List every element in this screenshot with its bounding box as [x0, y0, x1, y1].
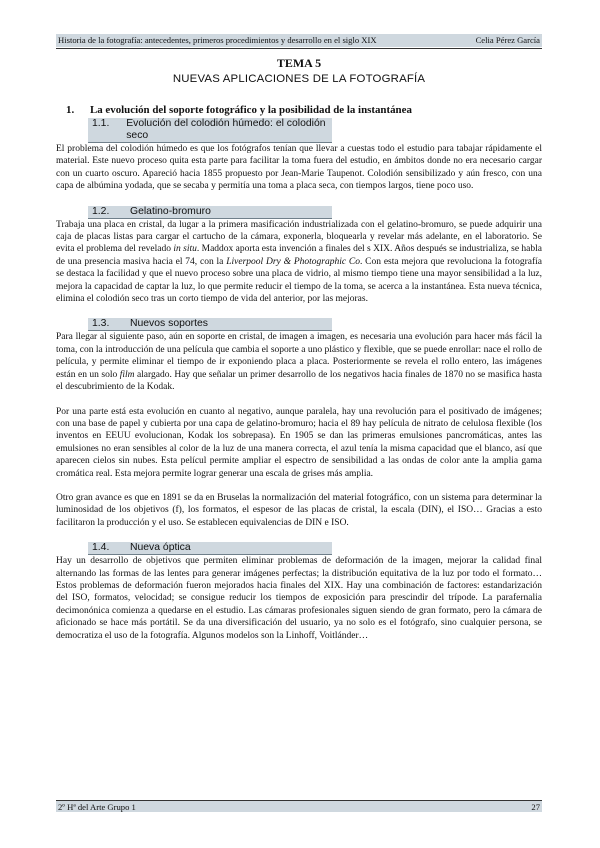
footer-course: 2º Hª del Arte Grupo 1	[58, 802, 136, 812]
topic-number: TEMA 5	[276, 56, 322, 70]
supports-emphasis-film: film	[119, 369, 135, 380]
subsection-1-2-paragraph	[56, 219, 542, 306]
subsection-1-1-paragraph: El problema del colodión húmedo es que los fotógrafos tenían que llevar a cuestas todo el estudio para tabajar rápidamente el material. Este nuevo proceso quita esta parte para facilitar la toma fuera del estudio, en ámbitos donde no era necesario cargar con un cuarto oscuro. Apareció hacia 1855 propuesto por Jean-Marie Taupenot. Colodión sensibilizado y aún fresco, con una capa de albúmina yodada, que se secaba y permitía una toma a placa seca, con tiempos largos, tiene poco uso.	[56, 144, 542, 192]
subsection-1-2-title: Gelatino-bromuro	[130, 205, 211, 217]
page-number: 27	[531, 802, 540, 812]
subsection-1-1-number: 1.1.	[92, 118, 110, 129]
subsection-1-1-heading	[88, 118, 332, 143]
header-author: Celia Pérez García	[475, 35, 540, 45]
supports-text-a: Para llegar al siguiente paso, aún en soporte en cristal, de imagen a imagen, es necesaria una evolución para hacer más fácil la toma, con la introducción de una película que cambia el soporte a uno plástico y flexible, que se puede enrollar: nace el rollo de película, y permite eliminar el tiempo de ir exponiendo placa a placa. Posteriormente se revela el rollo entero, las imágenes están en un solo	[56, 332, 542, 380]
gelatin-text-a: Trabaja una placa en cristal, da lugar a la primera masificación industrializada con el gelatino-bromuro, se puede adquirir una caja de placas listas para cargar el cartucho de la cámara, exponerla, bloquearla y revelar más adelante, en el laboratorio. Se evita el problema del revelado	[56, 219, 542, 255]
subsection-1-2-number: 1.2.	[92, 205, 110, 217]
subsection-1-3-title: Nuevos soportes	[130, 318, 208, 330]
subsection-1-4-paragraph: Hay un desarrollo de objetivos que permiten eliminar problemas de deformación de la imagen, mejorar la calidad final alternando las formas de las lentes para generar imágenes perfectas; la distribución equitativa de la luz por todo el formato… Estos problemas de deformación fueron mejorados hacia finales del XIX. Hay una combinación de factores: estandarización del ISO, formatos, velocidad; se consigue reducir los tiempos de exposición para prescindir del trípode. La parafernalia decimonónica comienza a quedarse en el estudio. Las cámaras profesionales siguen siendo de gran formato, pero la cámara de aficionado se hace más portátil. Se da una diversificación del usuario, ya no solo es el fotógrafo, sino cualquier persona, se democratiza el uso de la fotografía. Algunos modelos son la Linhoff, Voitlánder…	[56, 556, 542, 641]
page-footer	[56, 800, 542, 812]
subsection-1-3-paragraph-1	[56, 331, 542, 393]
subsection-1-1-title: Evolución del colodión húmedo: el colodión seco	[126, 118, 326, 141]
header-rule	[56, 48, 542, 49]
subsection-1-2-heading	[88, 206, 332, 219]
subsection-1-4-heading	[88, 542, 332, 555]
page-header	[56, 34, 542, 47]
section-1-heading	[56, 104, 542, 117]
subsection-1-4-title: Nueva óptica	[130, 542, 191, 554]
header-course-title: Historia de la fotografía: antecedentes, primeros procedimientos y desarrollo en el siglo XIX	[58, 35, 377, 45]
supports-text-b: alargado. Hay que señalar un primer desarrollo de los negativos hacia finales de 1870 no se masifica hasta el descubrimiento de la Kodak.	[56, 369, 542, 393]
document-body	[56, 56, 542, 642]
gelatin-emphasis-in-situ: in situ	[173, 244, 197, 255]
section-1-number: 1.	[66, 104, 75, 116]
section-1-title: La evolución del soporte fotográfico y la posibilidad de la instantánea	[90, 104, 412, 116]
subsection-1-4-number: 1.4.	[92, 542, 110, 554]
subsection-1-3-number: 1.3.	[92, 318, 110, 330]
subsection-1-3-heading	[88, 318, 332, 331]
gelatin-text-c: . Con esta mejora que revoluciona la fotografía se destaca la facilidad y que el nuevo proceso sobre una placa de vidrio, al mismo tiempo tiene una mayor sensibilidad a la luz, mejora la capacidad de captar la luz, lo que permite reducir el tiempo de la toma, se acerca a la instantánea. Esta nueva técnica, elimina el colodión seco tras un corto tiempo de vida del anterior, por las mejoras.	[56, 256, 542, 305]
topic-title: NUEVAS APLICACIONES DE LA FOTOGRAFÍA	[172, 73, 426, 85]
gelatin-text-b: . Maddox aporta esta invención a finales del s XIX. Años después se industrializa, se habla de una presencia masiva hacia el 74, con la	[56, 244, 542, 267]
gelatin-emphasis-company: Liverpool Dry & Photographic Co	[226, 256, 360, 267]
subsection-1-3-paragraph-3: Otro gran avance es que en 1891 se da en Bruselas la normalización del material fotográfico, con un sistema para determinar la luminosidad de los objetivos (f), los formatos, el espesor de las placas de cristal, la escala (DIN), el ISO… Gracias a esto facilitaron la producción y el uso. Se establecen equivalencias de DIN e ISO.	[56, 492, 542, 528]
subsection-1-3-paragraph-2: Por una parte está esta evolución en cuanto al negativo, aunque paralela, hay una revolución para el positivado de imágenes; con una base de papel y cubierta por una capa de gelatino-bromuro; hacia el 89 hay película de nitrato de celulosa flexible (los inventos en EEUU evolucionan, Kodak los sobrepasa). En 1905 se dan las primeras emulsiones pancromáticas, antes las emulsiones no eran sensibles al color de la luz de una manera correcta, el azul tenía la misma capacidad que el blanco, así que aparecen cielos sin nubes. Esta películ permite ampliar el espectro de sensibilidad a las ondas de color ante la amplia gama cromática real. Esta mejora permite lograr generar una escala de grises más amplia.	[56, 406, 542, 479]
